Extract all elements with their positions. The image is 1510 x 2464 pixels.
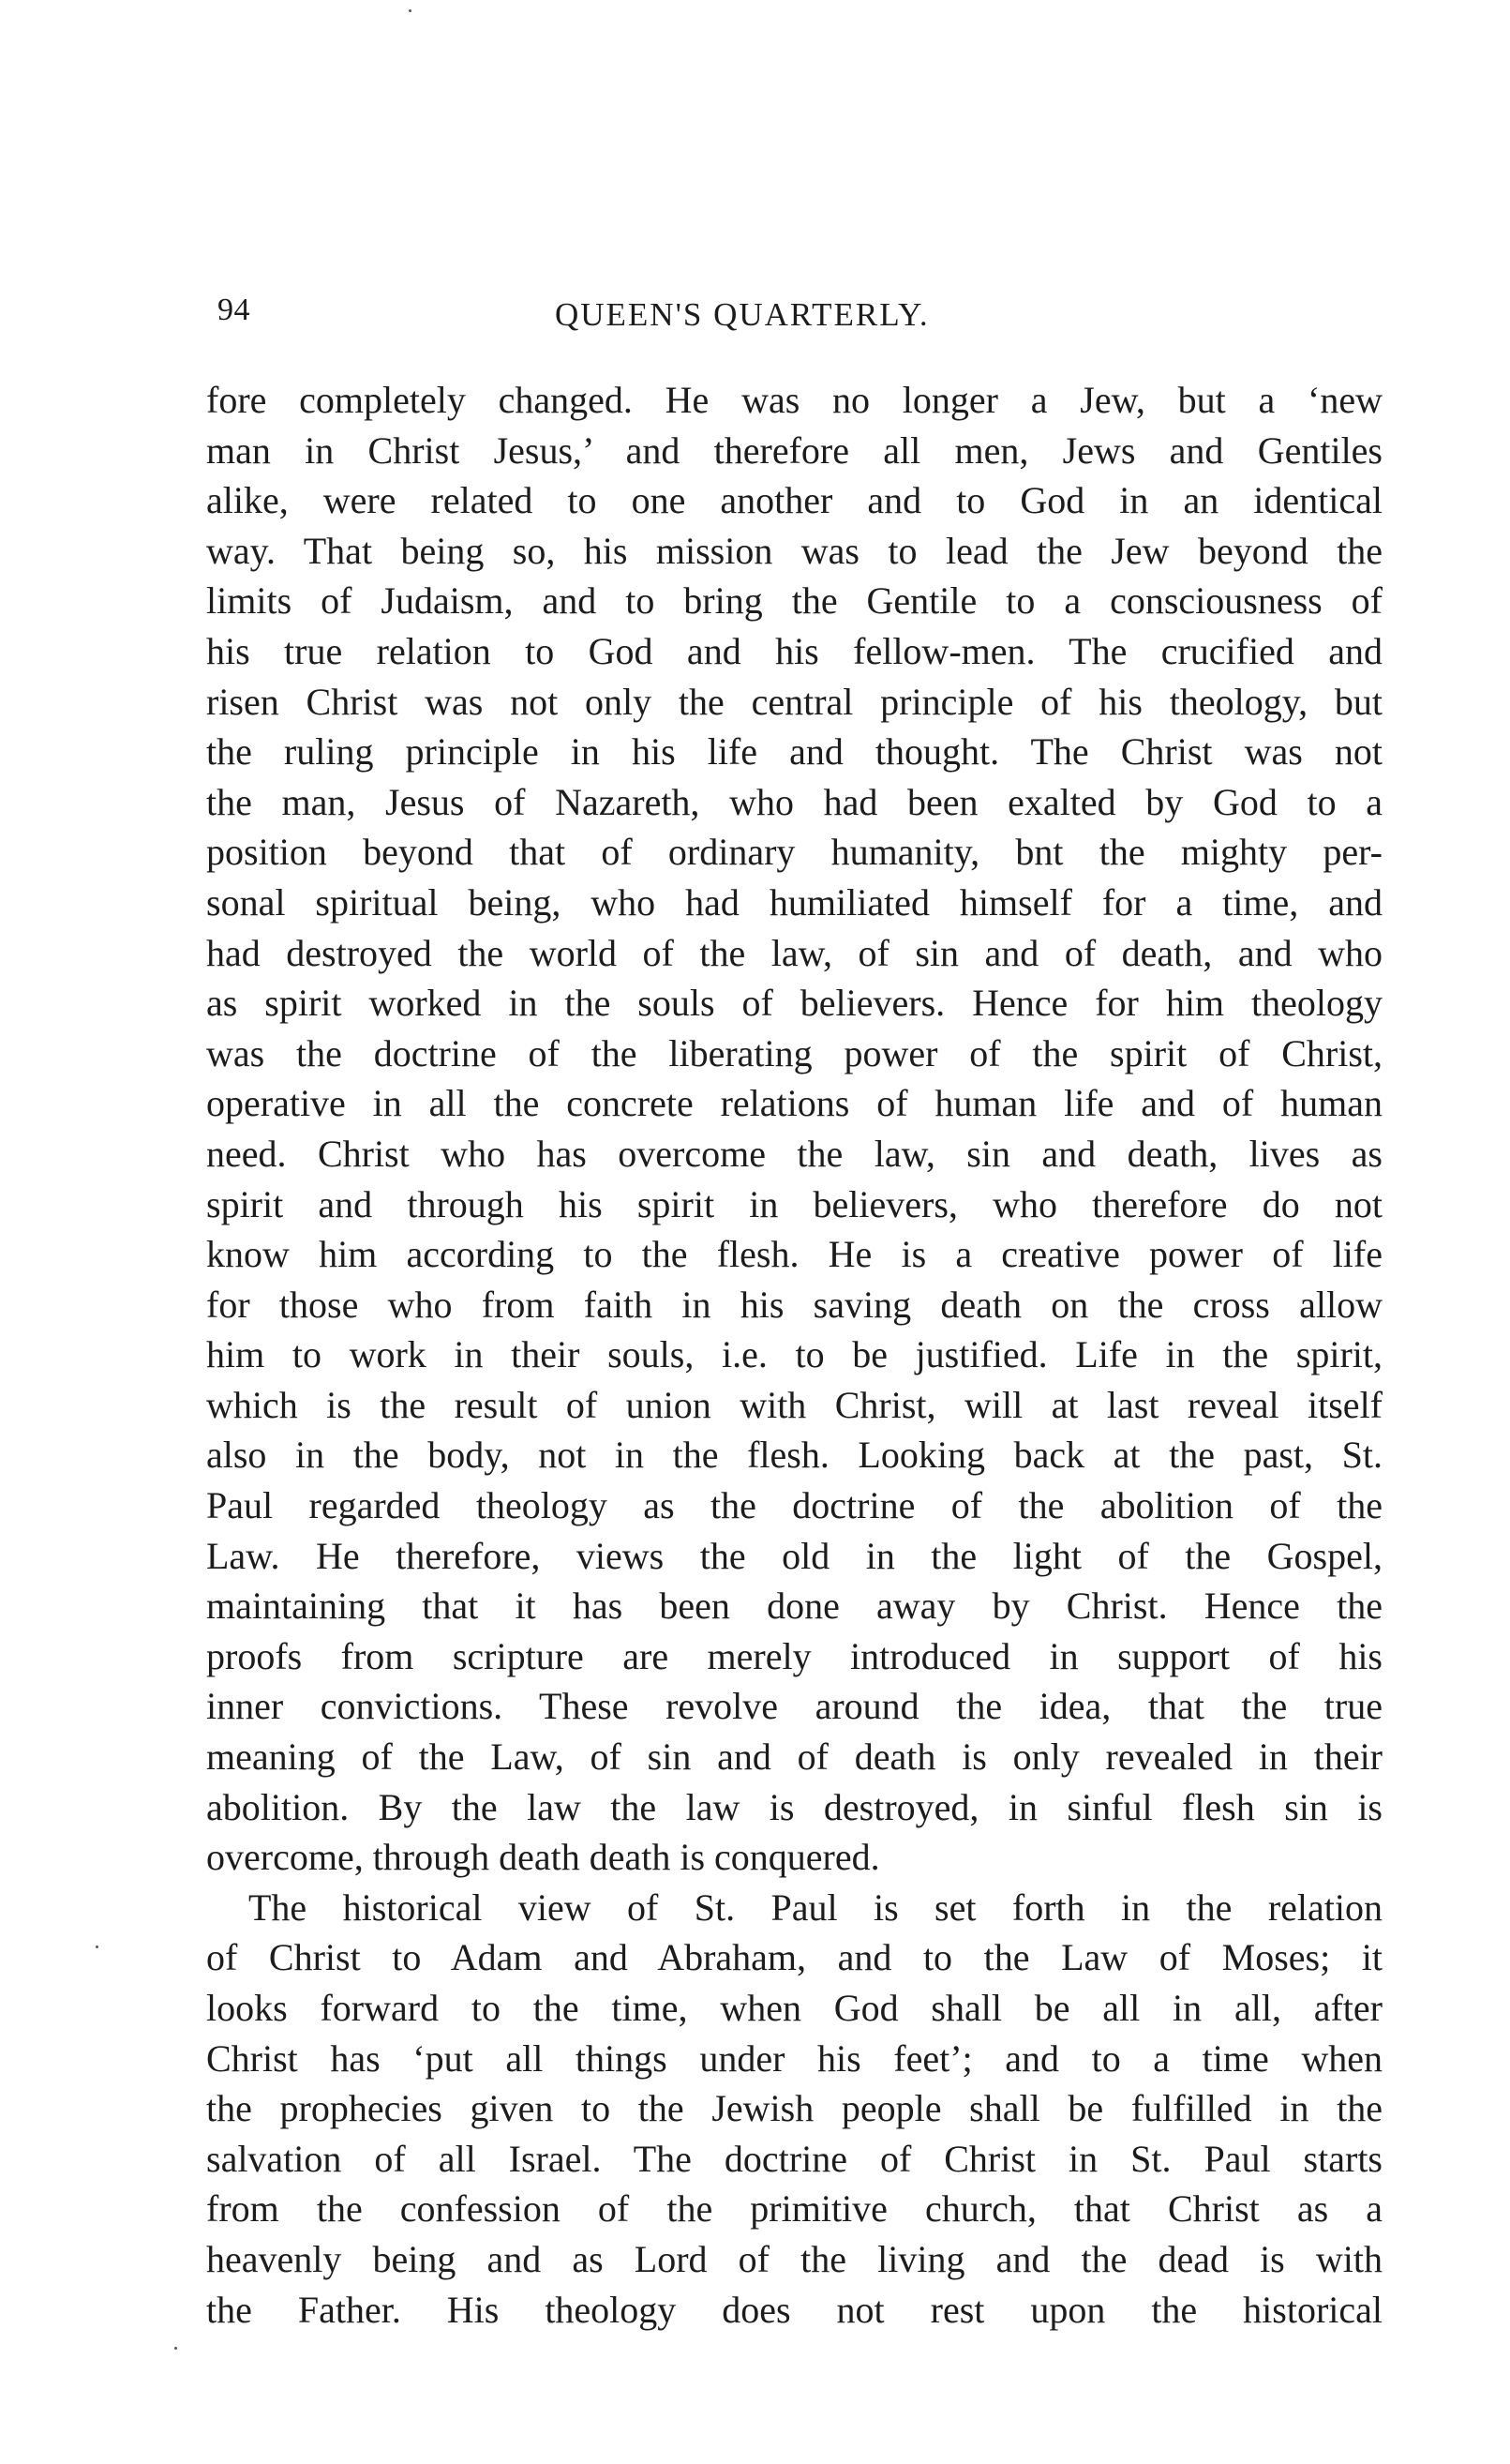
text-line: abolition. By the law the law is destroyed, in sinful flesh sin is [206,1785,1383,1828]
text-line: Paul regarded theology as the doctrine of the abolition of the [206,1484,1383,1527]
text-line: spirit and through his spirit in believers, who therefore do not [206,1182,1383,1225]
text-line: the Father. His theology does not rest upon the historical [206,2288,1383,2331]
text-line: know him according to the flesh. He is a creative power of life [206,1233,1383,1276]
text-line: the prophecies given to the Jewish people shall be fulfilled in the [206,2087,1383,2130]
text-line: position beyond that of ordinary humanity, bnt the mighty per- [206,831,1383,874]
page-number: 94 [217,293,250,327]
text-line: operative in all the concrete relations of human life and of human [206,1082,1383,1125]
scan-speck [409,9,411,12]
text-line: meaning of the Law, of sin and of death is only revealed in their [206,1735,1383,1779]
text-line: his true relation to God and his fellow-men. The crucified and [206,629,1383,672]
text-line: The historical view of St. Paul is set forth in the relation [248,1886,1383,1929]
body-text [206,375,1383,2335]
running-head: QUEEN'S QUARTERLY. [555,296,930,333]
scan-speck [174,2347,177,2350]
text-line: sonal spiritual being, who had humiliated himself for a time, and [206,880,1383,924]
text-line: man in Christ Jesus,’ and therefore all men, Jews and Gentiles [206,428,1383,472]
text-line: which is the result of union with Christ, will at last reveal itself [206,1383,1383,1426]
text-line: limits of Judaism, and to bring the Gentile to a consciousness of [206,579,1383,623]
text-line: also in the body, not in the flesh. Looking back at the past, St. [206,1434,1383,1477]
text-line: of Christ to Adam and Abraham, and to the Law of Moses; it [206,1936,1383,1979]
text-line: need. Christ who has overcome the law, sin and death, lives as [206,1132,1383,1175]
text-line: proofs from scripture are merely introduced in support of his [206,1634,1383,1677]
text-line: Law. He therefore, views the old in the light of the Gospel, [206,1534,1383,1577]
text-line: for those who from faith in his saving death on the cross allow [206,1283,1383,1326]
text-line: was the doctrine of the liberating power of the spirit of Christ, [206,1031,1383,1074]
text-line: inner convictions. These revolve around the idea, that the true [206,1685,1383,1728]
text-line: from the confession of the primitive church, that Christ as a [206,2187,1383,2231]
text-line: Christ has ‘put all things under his feet’; and to a time when [206,2036,1383,2080]
text-line: as spirit worked in the souls of believers. Hence for him theology [206,982,1383,1025]
text-line: risen Christ was not only the central principle of his theology, but [206,680,1383,723]
text-line: him to work in their souls, i.e. to be justified. Life in the spirit, [206,1333,1383,1376]
page-header [217,293,1380,349]
text-line: had destroyed the world of the law, of sin and of death, and who [206,931,1383,974]
text-line: salvation of all Israel. The doctrine of Christ in St. Paul starts [206,2137,1383,2180]
text-line: looks forward to the time, when God shall be all in all, after [206,1987,1383,2029]
text-line: maintaining that it has been done away by Christ. Hence the [206,1585,1383,1628]
scan-speck [96,1946,98,1948]
text-line: heavenly being and as Lord of the living and the dead is with [206,2237,1383,2280]
text-line: overcome, through death death is conquered. [206,1836,880,1879]
text-line: fore completely changed. He was no longer a Jew, but a ‘new [206,379,1383,421]
text-line: the man, Jesus of Nazareth, who had been exalted by God to a [206,780,1383,823]
text-line: way. That being so, his mission was to lead the Jew beyond the [206,529,1383,572]
text-line: the ruling principle in his life and thought. The Christ was not [206,730,1383,774]
text-line: alike, were related to one another and to God in an identical [206,479,1383,522]
